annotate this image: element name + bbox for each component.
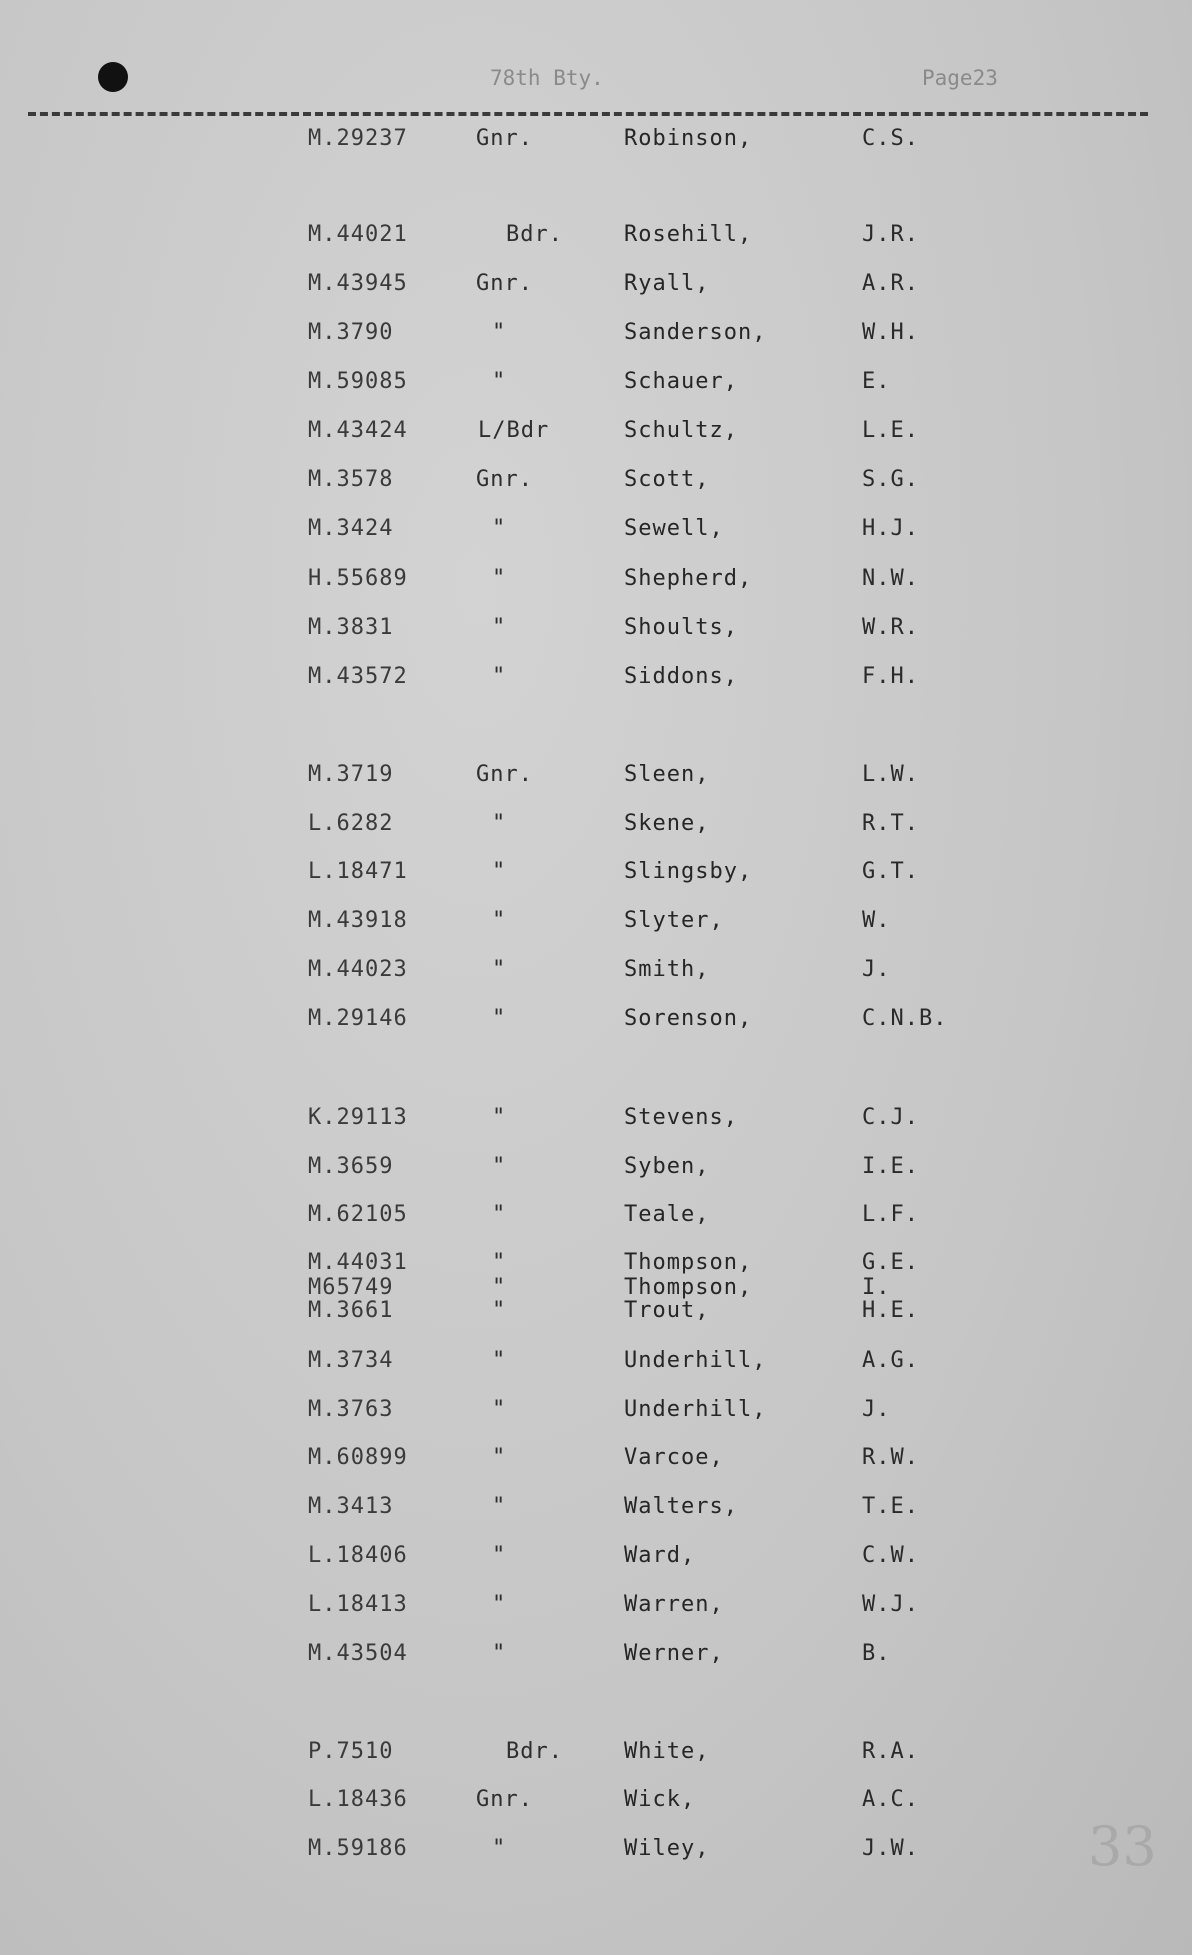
service-number: M.43572 <box>308 664 408 689</box>
surname: Underhill, <box>624 1397 767 1422</box>
service-number: M.43504 <box>308 1641 408 1666</box>
service-number: M.44023 <box>308 957 408 982</box>
service-number: L.18436 <box>308 1787 408 1812</box>
initials: C.S. <box>862 126 919 151</box>
service-number: M.3413 <box>308 1494 394 1519</box>
surname: Warren, <box>624 1592 724 1617</box>
initials: L.W. <box>862 762 919 787</box>
rank: Bdr. <box>506 222 563 247</box>
rank: Gnr. <box>476 762 533 787</box>
initials: J. <box>862 1397 891 1422</box>
surname: Slyter, <box>624 908 724 933</box>
rank: " <box>492 320 507 345</box>
initials: W.R. <box>862 615 919 640</box>
rank: Gnr. <box>476 271 533 296</box>
initials: C.W. <box>862 1543 919 1568</box>
initials: H.J. <box>862 516 919 541</box>
rank: " <box>492 1397 507 1422</box>
surname: Shoults, <box>624 615 738 640</box>
initials: W.J. <box>862 1592 919 1617</box>
service-number: M.3763 <box>308 1397 394 1422</box>
initials: I.E. <box>862 1154 919 1179</box>
service-number: M.3661 <box>308 1298 394 1323</box>
surname: Thompson, <box>624 1275 753 1300</box>
dashed-separator <box>28 112 1148 116</box>
rank: " <box>492 1250 507 1275</box>
surname: Trout, <box>624 1298 710 1323</box>
initials: C.N.B. <box>862 1006 948 1031</box>
initials: F.H. <box>862 664 919 689</box>
punch-hole <box>98 62 128 92</box>
rank: " <box>492 1006 507 1031</box>
surname: Sorenson, <box>624 1006 753 1031</box>
surname: Shepherd, <box>624 566 753 591</box>
rank: " <box>492 664 507 689</box>
service-number: M65749 <box>308 1275 394 1300</box>
surname: Siddons, <box>624 664 738 689</box>
initials: L.F. <box>862 1202 919 1227</box>
service-number: L.6282 <box>308 811 394 836</box>
surname: Stevens, <box>624 1105 738 1130</box>
initials: A.R. <box>862 271 919 296</box>
rank: " <box>492 1105 507 1130</box>
service-number: M.3831 <box>308 615 394 640</box>
initials: W. <box>862 908 891 933</box>
page-number: Page23 <box>922 66 998 90</box>
service-number: M.29237 <box>308 126 408 151</box>
rank: " <box>492 369 507 394</box>
surname: Skene, <box>624 811 710 836</box>
service-number: M.62105 <box>308 1202 408 1227</box>
battery-header: 78th Bty. <box>490 66 604 90</box>
service-number: M.3578 <box>308 467 394 492</box>
initials: R.W. <box>862 1445 919 1470</box>
service-number: M.59186 <box>308 1836 408 1861</box>
service-number: H.55689 <box>308 566 408 591</box>
service-number: L.18406 <box>308 1543 408 1568</box>
initials: C.J. <box>862 1105 919 1130</box>
initials: H.E. <box>862 1298 919 1323</box>
rank: " <box>492 957 507 982</box>
initials: W.H. <box>862 320 919 345</box>
surname: Wiley, <box>624 1836 710 1861</box>
service-number: L.18413 <box>308 1592 408 1617</box>
initials: B. <box>862 1641 891 1666</box>
rank: Bdr. <box>506 1739 563 1764</box>
initials: A.G. <box>862 1348 919 1373</box>
rank: Gnr. <box>476 126 533 151</box>
initials: A.C. <box>862 1787 919 1812</box>
surname: Rosehill, <box>624 222 753 247</box>
surname: Slingsby, <box>624 859 753 884</box>
margin-note: 33 <box>1088 1815 1157 1878</box>
rank: " <box>492 908 507 933</box>
service-number: M.44031 <box>308 1250 408 1275</box>
rank: " <box>492 516 507 541</box>
surname: Schultz, <box>624 418 738 443</box>
surname: Wick, <box>624 1787 696 1812</box>
rank: " <box>492 811 507 836</box>
initials: J. <box>862 957 891 982</box>
surname: Thompson, <box>624 1250 753 1275</box>
service-number: M.43945 <box>308 271 408 296</box>
surname: White, <box>624 1739 710 1764</box>
service-number: M.3790 <box>308 320 394 345</box>
service-number: P.7510 <box>308 1739 394 1764</box>
initials: T.E. <box>862 1494 919 1519</box>
rank: " <box>492 1836 507 1861</box>
service-number: M.43918 <box>308 908 408 933</box>
rank: " <box>492 1154 507 1179</box>
rank: " <box>492 859 507 884</box>
service-number: M.59085 <box>308 369 408 394</box>
surname: Werner, <box>624 1641 724 1666</box>
service-number: L.18471 <box>308 859 408 884</box>
rank: " <box>492 1543 507 1568</box>
surname: Scott, <box>624 467 710 492</box>
initials: G.E. <box>862 1250 919 1275</box>
service-number: M.3719 <box>308 762 394 787</box>
rank: " <box>492 1592 507 1617</box>
rank: " <box>492 1275 507 1300</box>
rank: " <box>492 1641 507 1666</box>
service-number: M.29146 <box>308 1006 408 1031</box>
surname: Ward, <box>624 1543 696 1568</box>
surname: Ryall, <box>624 271 710 296</box>
rank: " <box>492 1202 507 1227</box>
service-number: M.3424 <box>308 516 394 541</box>
initials: J.R. <box>862 222 919 247</box>
surname: Walters, <box>624 1494 738 1519</box>
rank: " <box>492 566 507 591</box>
initials: I. <box>862 1275 891 1300</box>
service-number: M.43424 <box>308 418 408 443</box>
surname: Robinson, <box>624 126 753 151</box>
rank: " <box>492 1494 507 1519</box>
rank: " <box>492 615 507 640</box>
service-number: M.3734 <box>308 1348 394 1373</box>
rank: L/Bdr <box>478 418 550 443</box>
service-number: K.29113 <box>308 1105 408 1130</box>
initials: L.E. <box>862 418 919 443</box>
initials: N.W. <box>862 566 919 591</box>
initials: S.G. <box>862 467 919 492</box>
surname: Varcoe, <box>624 1445 724 1470</box>
surname: Syben, <box>624 1154 710 1179</box>
service-number: M.3659 <box>308 1154 394 1179</box>
rank: " <box>492 1298 507 1323</box>
service-number: M.60899 <box>308 1445 408 1470</box>
surname: Sewell, <box>624 516 724 541</box>
surname: Sleen, <box>624 762 710 787</box>
initials: R.A. <box>862 1739 919 1764</box>
initials: J.W. <box>862 1836 919 1861</box>
rank: " <box>492 1348 507 1373</box>
rank: Gnr. <box>476 467 533 492</box>
surname: Schauer, <box>624 369 738 394</box>
rank: Gnr. <box>476 1787 533 1812</box>
surname: Underhill, <box>624 1348 767 1373</box>
surname: Sanderson, <box>624 320 767 345</box>
surname: Teale, <box>624 1202 710 1227</box>
surname: Smith, <box>624 957 710 982</box>
initials: G.T. <box>862 859 919 884</box>
rank: " <box>492 1445 507 1470</box>
service-number: M.44021 <box>308 222 408 247</box>
initials: R.T. <box>862 811 919 836</box>
initials: E. <box>862 369 891 394</box>
